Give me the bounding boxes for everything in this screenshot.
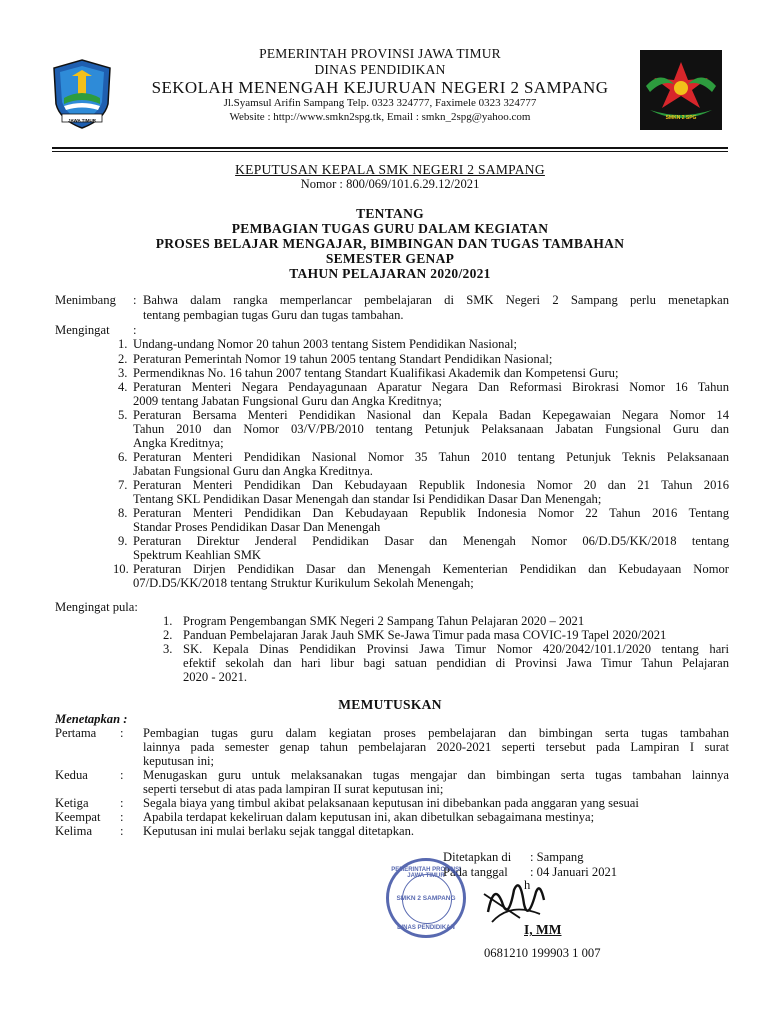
menetapkan-item-text: lainnya pada semester genap tahun pembelajaran 2020-2021 seperti tersebut pada Lampiran I surat [143, 740, 729, 754]
mengingat-item-text: Undang-undang Nomor 20 tahun 2003 tentang Sistem Pendidikan Nasional; [133, 337, 518, 351]
mengingat-pula-item-text: Program Pengembangan SMK Negeri 2 Sampang Tahun Pelajaran 2020 – 2021 [183, 614, 585, 628]
menetapkan-item-label: Ketiga [55, 796, 89, 810]
signatory-nip-partial: 0681210 199903 1 007 [484, 946, 601, 960]
header-rule-thick [52, 147, 728, 149]
mengingat-item-num: 8. [118, 506, 128, 520]
mengingat-pula-label: Mengingat pula: [55, 600, 138, 614]
school-address: Jl.Syamsul Arifin Sampang Telp. 0323 324777, Faximele 0323 324777 [223, 97, 537, 109]
menetapkan-item-text: Apabila terdapat kekeliruan dalam keputusan ini, akan dibetulkan sebagaimana mestinya; [143, 810, 595, 824]
stamp-top-text: PEMERINTAH PROVINSI JAWA TIMUR [391, 867, 461, 879]
menetapkan-item-text: Pembagian tugas guru dalam kegiatan proses pembelajaran dan bimbingan serta tugas tambahan [143, 726, 729, 740]
mengingat-item-num: 10. [113, 562, 129, 576]
mengingat-item-num: 4. [118, 380, 128, 394]
mengingat-item-text: Spektrum Keahlian SMK [133, 548, 262, 562]
place-label: Ditetapkan di [443, 850, 512, 864]
mengingat-item-num: 9. [118, 534, 128, 548]
menetapkan-label: Menetapkan : [55, 712, 128, 726]
menimbang-label: Menimbang [55, 293, 116, 307]
school-name: SEKOLAH MENENGAH KEJURUAN NEGERI 2 SAMPANG [151, 78, 609, 97]
menetapkan-item-text: keputusan ini; [143, 754, 215, 768]
mengingat-item-text: 2009 tentang Jabatan Fungsional Guru dan Angka Kreditnya; [133, 394, 442, 408]
mengingat-item-num: 5. [118, 408, 128, 422]
title-line-partial: h [524, 878, 531, 892]
mengingat-item-text: Standar Proses Pendidikan Dasar Dan Menengah [133, 520, 381, 534]
subject-line-2: PROSES BELAJAR MENGAJAR, BIMBINGAN DAN TUGAS TAMBAHAN [155, 236, 625, 251]
menetapkan-item-text: Keputusan ini mulai berlaku sejak tanggal ditetapkan. [143, 824, 415, 838]
mengingat-item-num: 6. [118, 450, 128, 464]
subject-line-1: PEMBAGIAN TUGAS GURU DALAM KEGIATAN [231, 221, 549, 236]
right-logo-text: SMKN 2 SPG [665, 115, 697, 121]
date-label: Pada tanggal [443, 865, 508, 879]
mengingat-pula-item-num: 2. [163, 628, 173, 642]
menetapkan-item-text: Menugaskan guru untuk melaksanakan tugas mengajar dan bimbingan serta tugas tambahan lainnya [143, 768, 729, 782]
menetapkan-item-colon: : [120, 768, 124, 782]
signatory-name-partial: I, MM [524, 922, 562, 937]
memutuskan-heading: MEMUTUSKAN [338, 697, 442, 712]
menetapkan-item-colon: : [120, 824, 124, 838]
mengingat-item-text: Peraturan Pemerintah Nomor 19 tahun 2005 tentang Standart Pendidikan Nasional; [133, 352, 553, 366]
decree-title: KEPUTUSAN KEPALA SMK NEGERI 2 SAMPANG [235, 162, 545, 177]
mengingat-pula-item-text: efektif sekolah dan hari libur bagi satuan pendidian di Provinsi Jawa Timur Tahun Pelajaran [183, 656, 729, 670]
government-line: PEMERINTAH PROVINSI JAWA TIMUR [259, 46, 501, 61]
menetapkan-item-label: Kelima [55, 824, 93, 838]
mengingat-item-num: 3. [118, 366, 128, 380]
tentang-heading: TENTANG [356, 206, 424, 221]
place-value: : Sampang [530, 850, 584, 864]
mengingat-colon: : [133, 323, 137, 337]
mengingat-item-text: Tentang SKL Pendidikan Dasar Menengah dan standar Isi Pendidikan Dasar Dan Menengah; [133, 492, 602, 506]
mengingat-item-text: Peraturan Dirjen Pendidikan Dasar dan Menengah Kementerian Pendidikan dan Kebudayaan Nomor [133, 562, 729, 576]
menetapkan-item-label: Pertama [55, 726, 97, 740]
menetapkan-item-colon: : [120, 726, 124, 740]
mengingat-item-text: Peraturan Menteri Pendidikan Dan Kebudayaan Republik Indonesia Nomor 20 dan 21 Tahun 2016 [133, 478, 729, 492]
menimbang-text-1: Bahwa dalam rangka memperlancar pembelajaran di SMK Negeri 2 Sampang perlu menetapkan [143, 293, 729, 307]
mengingat-item-text: Angka Kreditnya; [133, 436, 224, 450]
mengingat-pula-item-text: Panduan Pembelajaran Jarak Jauh SMK Se-Jawa Timur pada masa COVIC-19 Tapel 2020/2021 [183, 628, 667, 642]
menimbang-text-2: tentang pembagian tugas Guru dan tugas tambahan. [143, 308, 404, 322]
official-stamp [386, 858, 466, 938]
mengingat-item-text: Peraturan Bersama Menteri Pendidikan Nasional dan Kepala Badan Kepegawaian Negara Nomor 14 [133, 408, 729, 422]
mengingat-item-num: 1. [118, 337, 128, 351]
left-logo-text: JAWA TIMUR [67, 118, 97, 123]
mengingat-item-num: 7. [118, 478, 128, 492]
mengingat-pula-item-text: SK. Kepala Dinas Pendidikan Provinsi Jawa Timur Nomor 420/2042/101.1/2020 tentang hari [183, 642, 729, 656]
subject-line-4: TAHUN PELAJARAN 2020/2021 [289, 266, 491, 281]
school-website: Website : http://www.smkn2spg.tk, Email : smkn_2spg@yahoo.com [229, 111, 531, 123]
menimbang-colon: : [133, 293, 137, 307]
mengingat-item-text: Peraturan Direktur Jenderal Pendidikan Dasar dan Menengah Nomor 06/D.D5/KK/2018 tentang [133, 534, 729, 548]
menetapkan-item-label: Keempat [55, 810, 101, 824]
mengingat-item-text: Peraturan Menteri Pendidikan Nasional Nomor 35 Tahun 2010 tentang Petunjuk Teknis Pelaksanaan [133, 450, 729, 464]
mengingat-item-text: Peraturan Menteri Negara Pendayagunaan Aparatur Negara Dan Reformasi Birokrasi Nomor 16 Tahun [133, 380, 729, 394]
menetapkan-item-colon: : [120, 796, 124, 810]
menetapkan-item-label: Kedua [55, 768, 88, 782]
stamp-bottom-text: DINAS PENDIDIKAN [397, 925, 455, 931]
decree-number: Nomor : 800/069/101.6.29.12/2021 [300, 177, 480, 191]
mengingat-item-text: 07/D.D5/KK/2018 tentang Struktur Kurikulum Sekolah Menengah; [133, 576, 474, 590]
mengingat-pula-item-text: 2020 - 2021. [183, 670, 248, 684]
menetapkan-item-text: Segala biaya yang timbul akibat pelaksanaan keputusan ini dibebankan pada anggaran yang sesuai [143, 796, 639, 810]
mengingat-item-text: Tahun 2010 dan Nomor 03/V/PB/2010 tentang Petunjuk Pelaksanaan Jabatan Fungsional Guru dan [133, 422, 729, 436]
department-line: DINAS PENDIDIKAN [314, 62, 446, 77]
mengingat-item-num: 2. [118, 352, 128, 366]
subject-line-3: SEMESTER GENAP [325, 251, 455, 266]
mengingat-pula-item-num: 3. [163, 642, 173, 656]
mengingat-item-text: Jabatan Fungsional Guru dan Angka Kreditnya. [133, 464, 373, 478]
stamp-center-text: SMKN 2 SAMPANG [396, 895, 456, 902]
menetapkan-item-colon: : [120, 810, 124, 824]
date-value: : 04 Januari 2021 [530, 865, 618, 879]
mengingat-item-text: Permendiknas No. 16 tahun 2007 tentang Standart Kualifikasi Akademik dan Kompetensi Guru; [133, 366, 619, 380]
mengingat-pula-item-num: 1. [163, 614, 173, 628]
mengingat-label: Mengingat [55, 323, 110, 337]
menetapkan-item-text: seperti tersebut di atas pada lampiran II surat keputusan ini; [143, 782, 444, 796]
header-rule-thin [52, 151, 728, 152]
mengingat-item-text: Peraturan Menteri Pendidikan Dan Kebudayaan Republik Indonesia Nomor 22 Tahun 2016 Tentang [133, 506, 729, 520]
